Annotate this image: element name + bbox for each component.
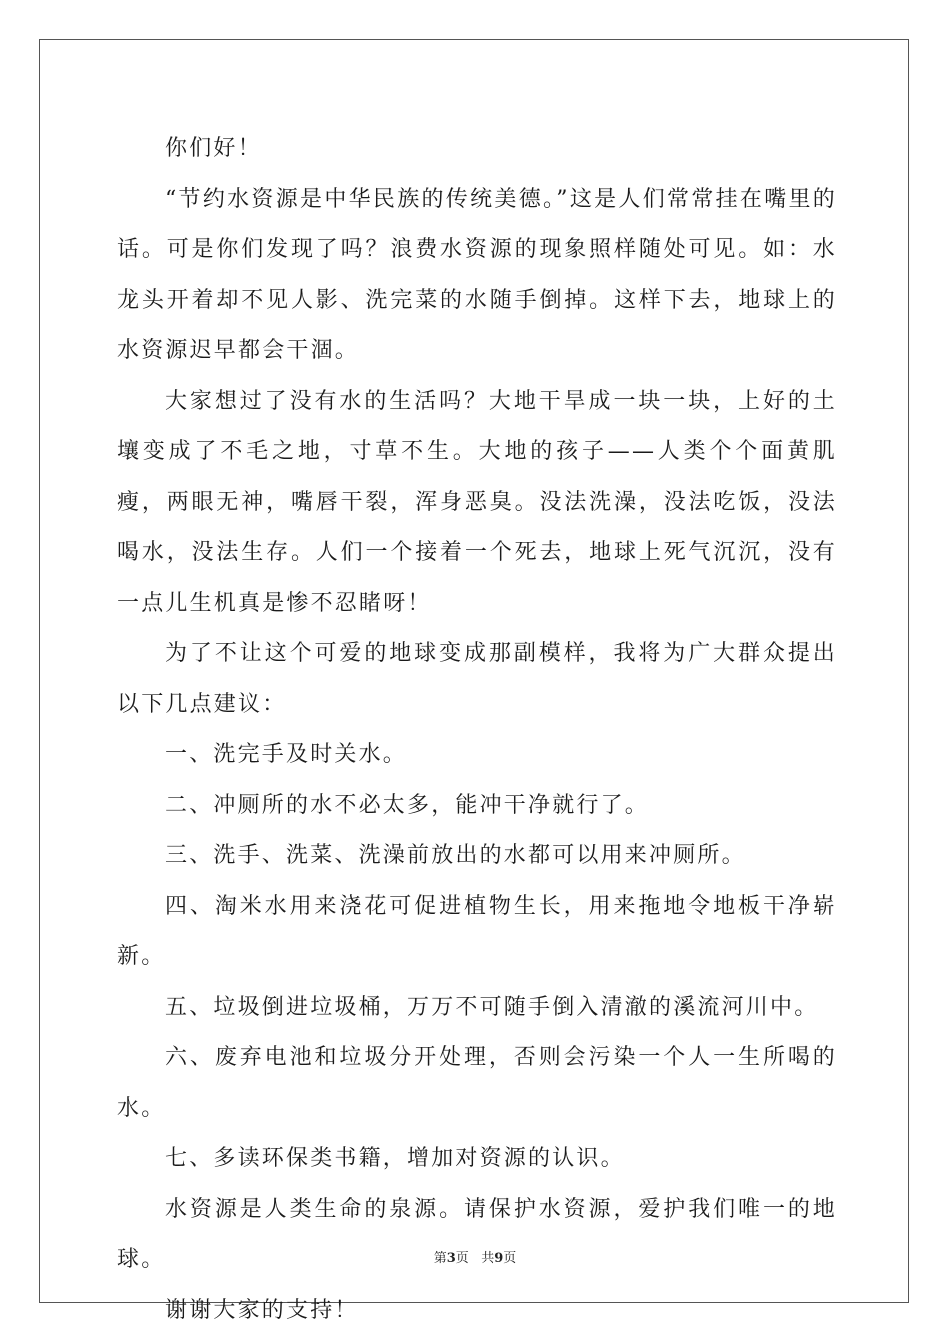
page-suffix: 页 (455, 1251, 469, 1266)
suggestion-item: 二、冲厕所的水不必太多，能冲干净就行了。 (165, 792, 650, 818)
total-pages: 9 (494, 1251, 504, 1266)
body-paragraph: 为了不让这个可爱的地球变成那副模样，我将为广大群众提出以下几点建议： (117, 641, 837, 717)
page-prefix: 第 (433, 1251, 447, 1266)
body-paragraph: “节约水资源是中华民族的传统美德。”这是人们常常挂在嘴里的话。可是你们发现了吗？浪费水资源的现象照样随处可见。如：水龙头开着却不见人影、洗完菜的水随手倒掉。这样下去，地球上的水资源迟早都会干涸。 (117, 186, 837, 363)
total-prefix: 共 (481, 1251, 495, 1266)
closing-paragraph: 水资源是人类生命的泉源。请保护水资源，爱护我们唯一的地球。 (117, 1196, 837, 1272)
suggestion-item: 七、多读环保类书籍，增加对资源的认识。 (165, 1146, 625, 1171)
suggestion-item: 六、废弃电池和垃圾分开处理，否则会污染一个人一生所喝的水。 (117, 1045, 837, 1121)
total-suffix: 页 (503, 1251, 517, 1266)
document-body (117, 124, 837, 1336)
suggestion-item: 四、淘米水用来浇花可促进植物生长，用来拖地令地板干净崭新。 (117, 893, 837, 969)
suggestion-item: 五、垃圾倒进垃圾桶，万万不可随手倒入清澈的溪流河川中。 (165, 994, 819, 1020)
suggestion-item: 三、洗手、洗菜、洗澡前放出的水都可以用来冲厕所。 (165, 843, 746, 868)
greeting-paragraph: 你们好！ (165, 136, 262, 161)
body-paragraph: 大家想过了没有水的生活吗？大地干旱成一块一块，上好的土壤变成了不毛之地，寸草不生。大地的孩子——人类个个面黄肌瘦，两眼无神，嘴唇干裂，浑身恶臭。没法洗澡，没法吃饭，没法喝水，没法生存。人们一个接着一个死去，地球上死气沉沉，没有一点儿生机真是惨不忍睹呀！ (117, 388, 837, 616)
suggestion-item: 一、洗完手及时关水。 (165, 742, 408, 767)
page-number: 3 (446, 1251, 456, 1266)
page-footer (0, 1247, 950, 1266)
thanks-paragraph: 谢谢大家的支持！ (165, 1297, 359, 1323)
